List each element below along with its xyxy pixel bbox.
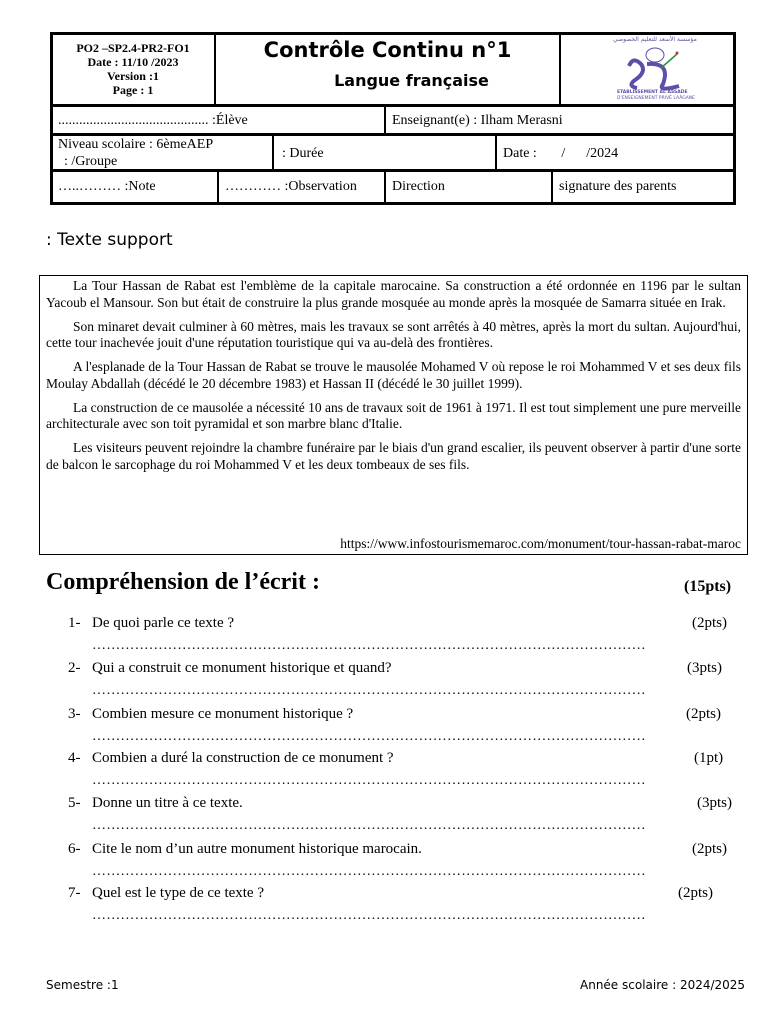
question-text: Cite le nom d’un autre monument historique marocain. [92,841,422,857]
duration-field[interactable]: : Durée [282,146,324,161]
question-text: Quel est le type de ce texte ? [92,885,265,901]
answer-line[interactable]: ……………………………………………………………………………………………………… [92,773,646,788]
question-number: 5- [68,795,81,811]
support-heading: : Texte support [46,230,173,250]
exam-subtitle: Langue française [334,71,489,90]
question-number: 1- [68,615,81,631]
logo-text-line1: ETABLISSEMENT AL ASSADE [617,90,688,95]
question-number: 4- [68,750,81,766]
logo-arabic-text: مؤسسة الأسعد للتعليم الخصوصي [613,36,697,43]
question-points: (2pts) [686,706,721,722]
support-paragraph: Son minaret devait culminer à 60 mètres, mais les travaux se sont arrêtés à 40 mètres, après la mort du sultan. Aujourd'hui, cette tour inachevée jouit d'une réputation touristique qui va au-delà des frontières. [46,318,741,350]
parent-signature-field[interactable]: signature des parents [559,179,677,194]
form-reference [53,41,213,97]
answer-line[interactable]: ……………………………………………………………………………………………………… [92,683,646,698]
divider [495,134,497,170]
divider [384,104,386,135]
form-version: Version :1 [107,69,159,83]
school-year-label: Année scolaire : 2024/2025 [580,978,746,992]
question-number: 7- [68,885,81,901]
support-text-box [39,275,748,555]
direction-field[interactable]: Direction [392,179,445,194]
answer-line[interactable]: ……………………………………………………………………………………………………… [92,864,646,879]
divider [272,134,274,170]
question-points: (3pts) [697,795,732,811]
semester-label: Semestre :1 [46,978,119,992]
question-points: (2pts) [692,841,727,857]
school-logo [561,34,734,104]
form-date: Date : 11/10 /2023 [87,55,179,69]
question-text: Combien a duré la construction de ce monument ? [92,750,394,766]
date-field[interactable]: Date : / /2024 [503,146,619,161]
teacher-name: Enseignant(e) : Ilham Merasni [392,113,563,128]
answer-line[interactable]: ……………………………………………………………………………………………………… [92,818,646,833]
question-text: Qui a construit ce monument historique et quand? [92,660,392,676]
question-number: 2- [68,660,81,676]
grade-field[interactable]: …..……… :Note [58,179,156,194]
question-points: (2pts) [692,615,727,631]
question-text: Combien mesure ce monument historique ? [92,706,354,722]
divider [50,104,736,107]
form-page: Page : 1 [112,83,154,97]
question-points: (1pt) [694,750,724,766]
divider [551,170,553,205]
comprehension-points: (15pts) [684,578,732,595]
support-paragraph: La construction de ce mausolée a nécessité 10 ans de travaux soit de 1961 à 1971. Il est tout simplement une pure merveille architecturale avec son toit pyramidal et son marbre blanc d'Italie. [46,399,741,431]
support-paragraph: La Tour Hassan de Rabat est l'emblème de la capitale marocaine. Sa construction a été ordonnée en 1196 par le sultan Yacoub el Mansour. Son but était de construire la plus grande mosquée au monde après la mosquée de Samarra située en Irak. [46,278,741,310]
comprehension-heading: Compréhension de l’écrit : [46,569,320,595]
source-url: https://www.infostourismemaroc.com/monument/tour-hassan-rabat-maroc [340,535,741,551]
question-points: (3pts) [687,660,722,676]
answer-line[interactable]: ……………………………………………………………………………………………………… [92,638,646,653]
class-level-label: Niveau scolaire : 6èmeAEP [58,137,214,152]
form-code: PO2 –SP2.4-PR2-FO1 [76,41,190,55]
class-level [58,136,270,170]
divider [384,170,386,205]
logo-text-line2: D'ENSEIGNEMENT PRIVÉ LAÂGANE [617,96,696,101]
support-paragraph: Les visiteurs peuvent rejoindre la chambre funéraire par le biais d'un grand escalier, ils peuvent observer à partir d'une sorte de balcon le sarcophage du roi Mohammed V et les deux tombeaux de ses fils. [46,440,741,472]
question-number: 3- [68,706,81,722]
question-number: 6- [68,841,81,857]
support-paragraph: A l'esplanade de la Tour Hassan de Rabat se trouve le mausolée Mohamed V où repose le roi Mohammed V et ses deux fils Moulay Abdallah (décédé le 20 décembre 1983) et Hassan II (décédé le 30 juillet 1999). [46,359,741,391]
question-points: (2pts) [678,885,713,901]
exam-title: Contrôle Continu n°1 [263,38,512,62]
student-name-field[interactable]: ........................................... :Élève [58,113,248,128]
divider [217,170,219,205]
question-text: De quoi parle ce texte ? [92,615,235,631]
answer-line[interactable]: ……………………………………………………………………………………………………… [92,908,646,923]
answer-line[interactable]: ……………………………………………………………………………………………………… [92,729,646,744]
question-text: Donne un titre à ce texte. [92,795,243,811]
observation-field[interactable]: ………… :Observation [225,179,357,194]
group-field[interactable]: : /Groupe [64,154,118,169]
